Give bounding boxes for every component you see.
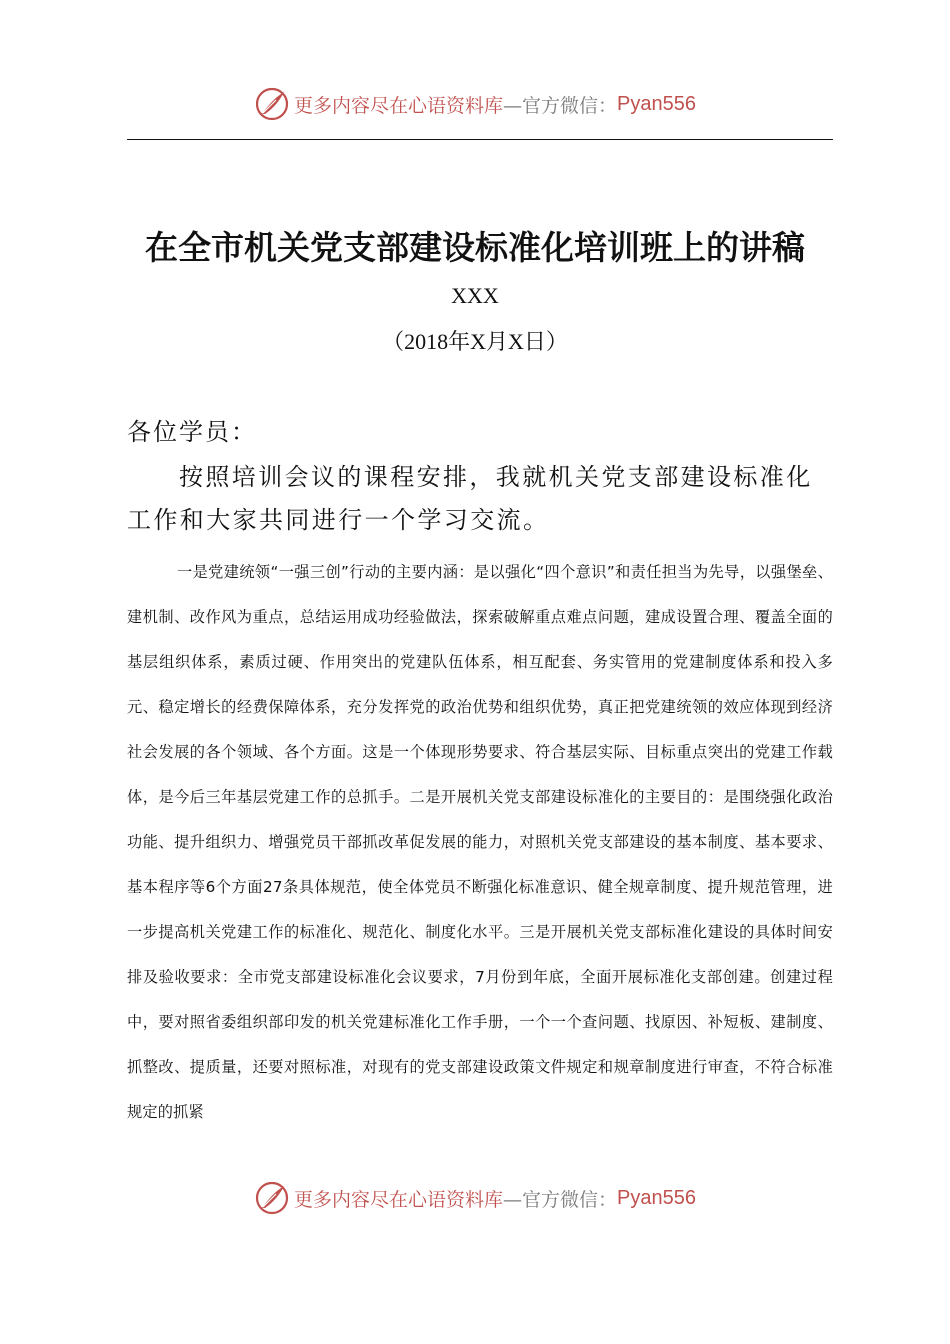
watermark-separator: —官方微信： [503, 94, 618, 117]
watermark-brand: 更多内容尽在心语资料库 [294, 94, 504, 117]
document-title: 在全市机关党支部建设标准化培训班上的讲稿 [145, 228, 805, 267]
intro-paragraph: 按照培训会议的课程安排，我就机关党支部建设标准化工作和大家共同进行一个学习交流。 [127, 463, 813, 534]
watermark-account: Pyan556 [617, 1186, 696, 1209]
document-author: XXX [451, 283, 499, 308]
header-divider [127, 139, 833, 140]
body-paragraph: 一是党建统领“一强三创”行动的主要内涵：是以强化“四个意识”和责任担当为先导，以强堡垒、建机制、改作风为重点，总结运用成功经验做法，探索破解重点难点问题，建成设置合理、覆盖全面的基层组织体系，素质过硬、作用突出的党建队伍体系，相互配套、务实管用的党建制度体系和投入多元、稳定增长的经费保障体系，充分发挥党的政治优势和组织优势，真正把党建统领的效应体现到经济社会发展的各个领域、各个方面。这是一个体现形势要求、符合基层实际、目标重点突出的党建工作载体，是今后三年基层党建工作的总抓手。二是开展机关党支部建设标准化的主要目的：是围绕强化政治功能、提升组织力、增强党员干部抓改革促发展的能力，对照机关党支部建设的基本制度、基本要求、基本程序等6个方面27条具体规范，使全体党员不断强化标准意识、健全规章制度、提升规范管理，进一步提高机关党建工作的标准化、规范化、制度化水平。三是开展机关党支部标准化建设的具体时间安排及验收要求：全市党支部建设标准化会议要求，7月份到年底，全面开展标准化支部创建。创建过程中，要对照省委组织部印发的机关党建标准化工作手册，一个一个查问题、找原因、补短板、建制度、抓整改、提质量，还要对照标准，对现有的党支部建设政策文件规定和规章制度进行审查，不符合标准规定的抓紧 [127, 563, 833, 1121]
document-date: （2018年X月X日） [382, 329, 568, 354]
footer-watermark [0, 1178, 950, 1218]
header-watermark [0, 84, 950, 124]
quill-pen-logo-icon [254, 86, 290, 122]
watermark-account: Pyan556 [617, 92, 696, 115]
watermark-separator: —官方微信： [503, 1188, 618, 1211]
quill-pen-logo-icon [254, 1180, 290, 1216]
watermark-brand: 更多内容尽在心语资料库 [294, 1188, 504, 1211]
salutation: 各位学员： [127, 418, 257, 446]
